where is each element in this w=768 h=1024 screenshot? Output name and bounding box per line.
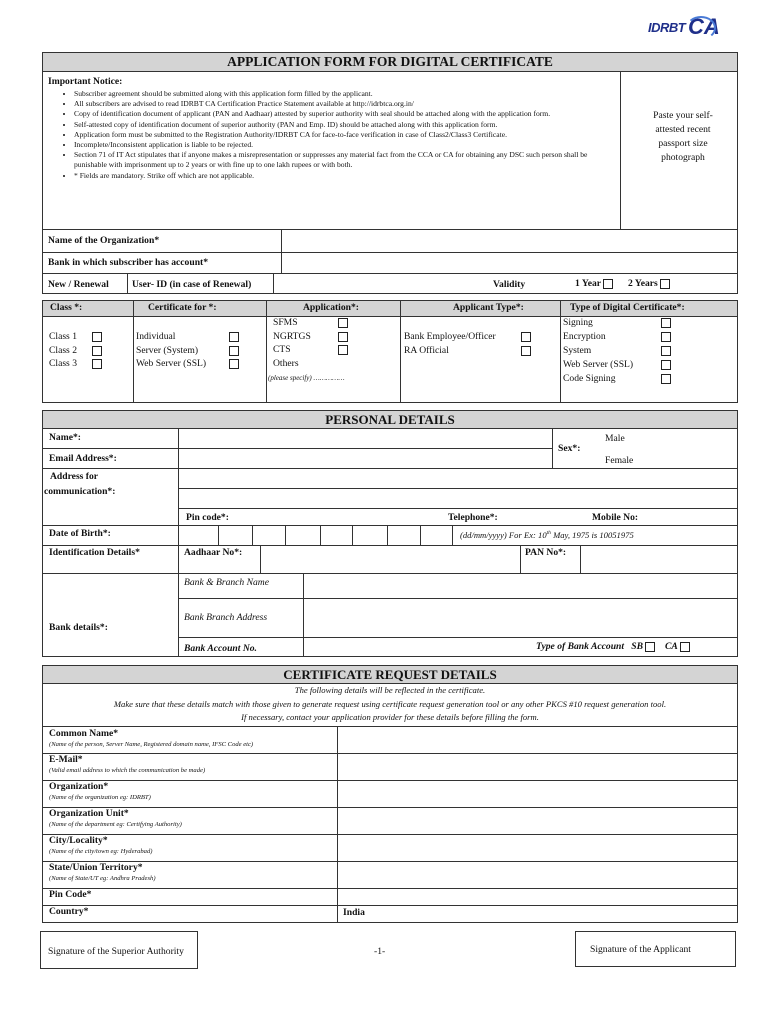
application-option-label: NGRTGS	[273, 330, 311, 342]
dob-cell-divider	[452, 525, 453, 545]
account-no-label: Bank Account No.	[184, 643, 257, 654]
cert-field-label: Country*	[49, 906, 89, 917]
aadhaar-label: Aadhaar No*:	[184, 547, 243, 558]
cert-field-label: Organization*	[49, 781, 109, 792]
cert-field-hint: (Name of the organization eg: IDRBT)	[49, 794, 151, 801]
photo-placeholder: Paste your self-attested recent passport size photograph	[653, 110, 713, 163]
aadhaar-field[interactable]	[261, 546, 519, 572]
notice-item: • Subscriber agreement should be submitted along with this application form filled by the applicant.	[74, 89, 622, 99]
dc-type-option-label: Web Server (SSL)	[563, 359, 634, 370]
application-option-label: SFMS	[273, 317, 298, 328]
cert-for-option-label: Web Server (SSL)	[136, 358, 207, 369]
cert-row-divider	[42, 753, 738, 754]
sb-checkbox[interactable]	[645, 642, 655, 652]
cert-row-divider	[42, 888, 738, 889]
notice-heading: Important Notice:	[48, 76, 123, 87]
applicant-type-header: Applicant Type*:	[453, 302, 524, 313]
idrbt-ca-logo	[646, 12, 732, 42]
notice-item: • Application form must be submitted to the Registration Authority/IDRBT CA for face-to-face verification in case of Class2/Class3 Certificate.	[74, 130, 622, 140]
branch-name-field[interactable]	[304, 574, 737, 597]
class-option-checkbox[interactable]	[92, 346, 102, 356]
dob-digit-field[interactable]	[422, 526, 452, 544]
dob-hint	[460, 530, 634, 540]
cert-field-value[interactable]	[343, 782, 733, 806]
bank-field[interactable]	[282, 253, 737, 272]
dob-cell-divider	[387, 525, 388, 545]
others-specify: (please specify) ……………	[268, 374, 345, 382]
dob-cell-divider	[352, 525, 353, 545]
logo-arc-icon	[686, 16, 716, 40]
dob-digit-field[interactable]	[254, 526, 285, 544]
cert-field-label: Pin Code*	[49, 889, 92, 900]
dob-cell-divider	[420, 525, 421, 545]
applicant-type-option-checkbox[interactable]	[521, 346, 531, 356]
ca-label: CA	[664, 641, 678, 652]
cert-row-divider	[42, 780, 738, 781]
personal-details-header: PERSONAL DETAILS	[42, 410, 738, 429]
address-label-1: Address for	[50, 471, 99, 482]
cert-row-divider	[42, 861, 738, 862]
dc-type-option-checkbox[interactable]	[661, 374, 671, 384]
dob-hint-b: May, 1975 is 10051975	[553, 530, 634, 540]
class-option-checkbox[interactable]	[92, 332, 102, 342]
dob-hint-sup: th	[546, 530, 551, 537]
two-years-checkbox[interactable]	[660, 279, 670, 289]
org-name-field[interactable]	[282, 230, 737, 251]
applicant-type-option-checkbox[interactable]	[521, 332, 531, 342]
branch-address-label: Bank Branch Address	[184, 612, 268, 623]
pan-label: PAN No*:	[525, 547, 567, 558]
name-field[interactable]	[179, 429, 551, 447]
cert-field-hint: (Name of the city/town eg: Hyderabad)	[49, 848, 153, 855]
cert-note-2: Make sure that these details match with those given to generate request using certificate request generation tool or any other PKCS #10 request generation tool.	[113, 698, 667, 709]
bank-label: Bank in which subscriber has account*	[48, 257, 209, 268]
logo-ca-text: CA	[688, 14, 720, 39]
one-year-label: 1 Year	[575, 278, 601, 289]
class-option-label: Class 2	[49, 344, 77, 356]
notice-item: • All subscribers are advised to read IDRBT CA Certification Practice Statement available at http://idrbtca.org.in/	[74, 99, 622, 109]
branch-address-field[interactable]	[304, 599, 737, 636]
cert-field-value[interactable]	[343, 755, 733, 779]
dc-type-option-label: Signing	[563, 317, 593, 328]
application-option-label: Others	[273, 357, 299, 369]
application-option-checkbox[interactable]	[338, 332, 348, 342]
class-header: Class *:	[50, 302, 83, 313]
name-label: Name*:	[49, 432, 81, 443]
dob-digit-field[interactable]	[287, 526, 320, 544]
address-field[interactable]	[179, 469, 737, 507]
cert-field-value[interactable]	[343, 729, 733, 752]
notice-item: • * Fields are mandatory. Strike off which are not applicable.	[74, 171, 622, 181]
address-label-2: communication*:	[44, 486, 116, 497]
dob-cell-divider	[252, 525, 253, 545]
cert-for-option-label: Server (System)	[136, 344, 199, 356]
cert-for-option-checkbox[interactable]	[229, 359, 239, 369]
sex-label: Sex*:	[558, 443, 581, 454]
cert-for-option-checkbox[interactable]	[229, 332, 239, 342]
cert-field-hint: (Valid email address to which the communication be made)	[49, 767, 206, 774]
org-name-label: Name of the Organization*	[48, 235, 160, 246]
dc-type-option-checkbox[interactable]	[661, 360, 671, 370]
user-id-label: User- ID (in case of Renewal)	[132, 279, 252, 290]
pan-field[interactable]	[581, 546, 737, 572]
cert-field-label: City/Locality*	[49, 835, 108, 846]
dob-digit-field[interactable]	[322, 526, 352, 544]
applicant-signature-label: Signature of the Applicant	[590, 944, 691, 955]
notice-item: • Incomplete/Inconsistent application is liable to be rejected.	[74, 140, 622, 150]
cert-field-label: Common Name*	[49, 728, 119, 739]
cert-field-label: E-Mail*	[49, 754, 83, 765]
dob-digit-field[interactable]	[354, 526, 387, 544]
dc-type-option-label: Code Signing	[563, 373, 616, 384]
cert-row-divider	[42, 905, 738, 906]
validity-label: Validity	[493, 279, 526, 290]
application-option-checkbox[interactable]	[338, 318, 348, 328]
ca-checkbox[interactable]	[680, 642, 690, 652]
important-notice	[48, 76, 622, 181]
cert-note-3: If necessary, contact your application provider for these details before filling the form.	[241, 712, 539, 722]
dc-type-option-checkbox[interactable]	[661, 332, 671, 342]
dc-type-option-checkbox[interactable]	[661, 346, 671, 356]
dob-cell-divider	[320, 525, 321, 545]
cert-field-value[interactable]: India	[343, 907, 365, 918]
account-type-label: Type of Bank Account	[536, 641, 625, 652]
account-type	[536, 641, 690, 652]
class-option-checkbox[interactable]	[92, 359, 102, 369]
cert-field-hint: (Name of State/UT eg: Andhra Pradesh)	[49, 875, 156, 882]
cert-field-label: State/Union Territory*	[49, 862, 143, 873]
notice-item: • Section 71 of IT Act stipulates that if anyone makes a misrepresentation or suppresses any material fact from the CCA or CA for obtaining any DSC such person shall be punishable with imprisonment up to 2 years or with fine up to one lakh rupees or with both.	[74, 150, 622, 170]
cert-note-1: The following details will be reflected in the certificate.	[294, 685, 486, 695]
cert-field-hint: (Name of the person, Server Name, Registered domain name, IFSC Code etc)	[49, 741, 254, 748]
cert-row-divider	[42, 807, 738, 808]
application-header: Application*:	[303, 302, 359, 313]
dc-type-header: Type of Digital Certificate*:	[570, 302, 685, 313]
mobile-label: Mobile No:	[592, 512, 639, 523]
applicant-type-option-label: Bank Employee/Officer	[404, 331, 496, 342]
superior-signature-label: Signature of the Superior Authority	[48, 946, 184, 957]
dob-digit-field[interactable]	[186, 526, 218, 544]
branch-name-label: Bank & Branch Name	[184, 577, 269, 588]
cert-field-value[interactable]	[343, 890, 733, 904]
cert-field-value[interactable]	[343, 809, 733, 833]
cert-for-option-label: Individual	[136, 331, 176, 342]
logo-idrbt-text: IDRBT	[648, 20, 686, 35]
dob-label: Date of Birth*:	[49, 528, 111, 539]
cert-request-notes	[43, 684, 737, 725]
notice-item: • Copy of identification document of applicant (PAN and Aadhaar) attested by superior authority with seal should be attached along with the application form.	[74, 109, 622, 119]
sb-label: SB	[631, 641, 643, 652]
dc-type-option-label: Encryption	[563, 331, 606, 342]
account-no-field[interactable]	[304, 638, 534, 656]
dob-digit-field[interactable]	[389, 526, 420, 544]
page-number: -1-	[374, 946, 386, 957]
telephone-label: Telephone*:	[448, 512, 498, 523]
dob-digit-field[interactable]	[220, 526, 252, 544]
email-field[interactable]	[179, 449, 551, 467]
applicant-type-option-label: RA Official	[404, 344, 449, 356]
cert-request-header: CERTIFICATE REQUEST DETAILS	[42, 665, 738, 684]
dob-hint-a: (dd/mm/yyyy) For Ex: 10	[460, 530, 547, 540]
cert-field-value[interactable]	[343, 863, 733, 887]
new-renewal-label: New / Renewal	[48, 279, 109, 290]
application-option-checkbox[interactable]	[338, 345, 348, 355]
dob-cell-divider	[285, 525, 286, 545]
validity-1-year	[575, 278, 613, 289]
cert-field-label: Organization Unit*	[49, 808, 129, 819]
notice-list	[48, 89, 622, 181]
email-label: Email Address*:	[49, 453, 117, 464]
one-year-checkbox[interactable]	[603, 279, 613, 289]
sex-male[interactable]: Male	[605, 433, 625, 444]
bank-details-label: Bank details*:	[49, 622, 108, 633]
application-option-label: CTS	[273, 344, 291, 355]
cert-field-hint: (Name of the department eg: Certifying Authority)	[49, 821, 182, 828]
two-years-label: 2 Years	[628, 278, 658, 289]
dob-cell-divider	[218, 525, 219, 545]
identification-label: Identification Details*	[49, 547, 140, 558]
cert-row-divider	[42, 834, 738, 835]
dc-type-option-checkbox[interactable]	[661, 318, 671, 328]
validity-2-years	[628, 278, 670, 289]
sex-female[interactable]: Female	[605, 455, 634, 466]
user-id-field[interactable]	[274, 274, 484, 293]
cert-for-option-checkbox[interactable]	[229, 346, 239, 356]
notice-item: • Self-attested copy of identification document of superior authority (PAN and Emp. ID) should be attached along with this application form.	[74, 120, 622, 130]
cert-for-header: Certificate for *:	[148, 302, 217, 313]
cert-field-value[interactable]	[343, 836, 733, 860]
form-title: APPLICATION FORM FOR DIGITAL CERTIFICATE	[42, 52, 738, 72]
dc-type-option-label: System	[563, 345, 592, 356]
class-option-label: Class 1	[49, 331, 77, 342]
class-option-label: Class 3	[49, 358, 77, 369]
pin-code-label: Pin code*:	[186, 512, 229, 523]
